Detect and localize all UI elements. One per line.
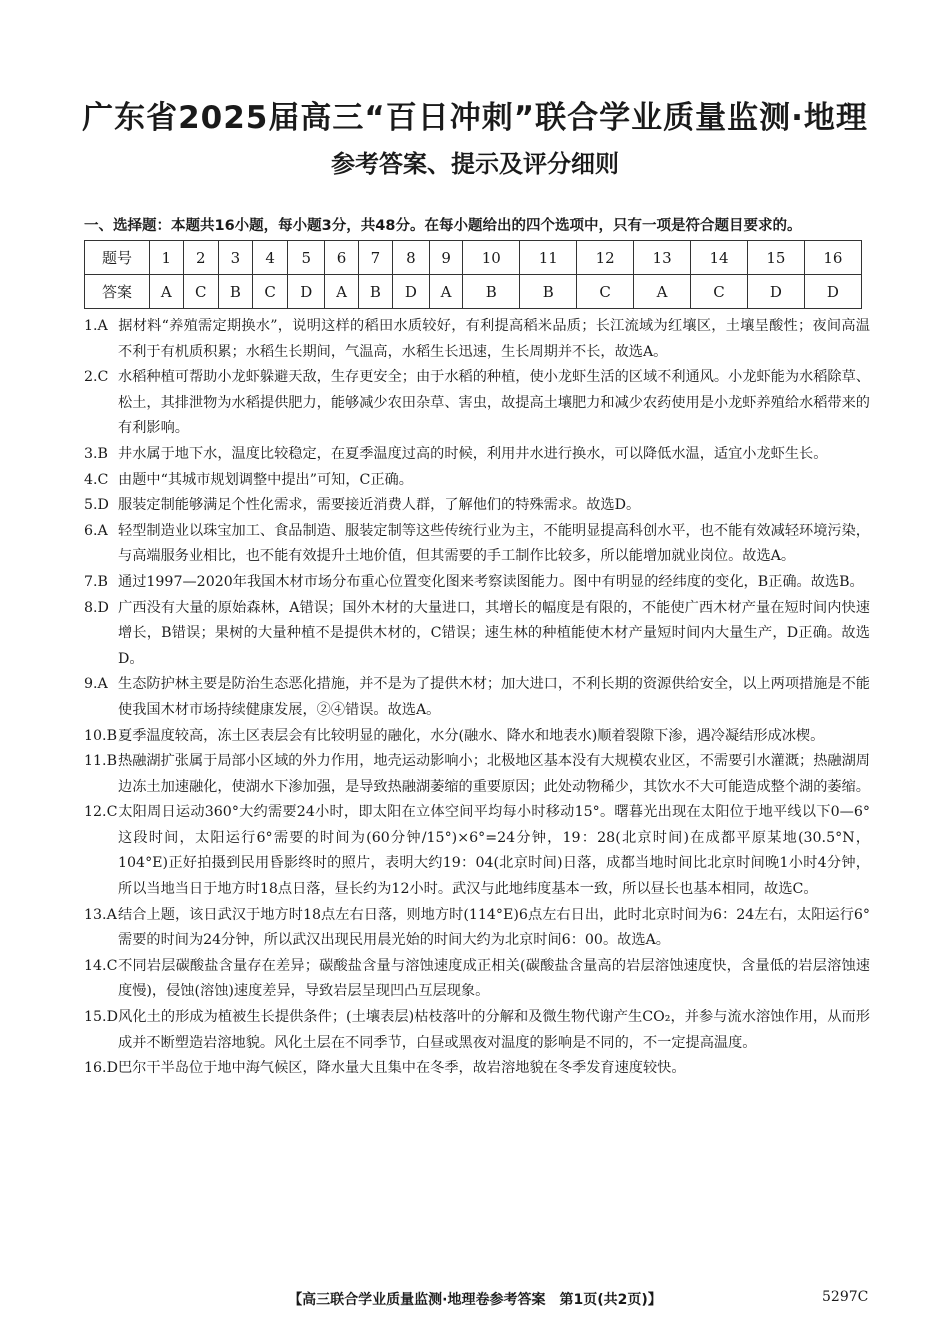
answer-cell: A xyxy=(150,275,184,309)
question-number-cell: 15 xyxy=(747,241,804,275)
answer-cell: A xyxy=(429,275,463,309)
question-number-cell: 6 xyxy=(325,241,359,275)
explanation-text: 太阳周日运动360°大约需要24小时，即太阳在立体空间平均每小时移动15°。曙暮光出现在太阳位于地平线以下0—6°这段时间，太阳运行6°需要的时间为(60分钟/15°)×6°=24分钟，19：28(北京时间)在成都平原某地(30.5°N，104°E)正好拍摄到民用昏影终时的照片，表明大约19：04(北京时间)日落，成都当地时间比北京时间晚1小时4分钟，所以当地当日于地方时18点日落，昼长约为12小时。武汉与此地纬度基本一致，所以昼长也基本相同，故选C。 xyxy=(118,804,870,898)
explanation-text: 风化土的形成为植被生长提供条件；(土壤表层)枯枝落叶的分解和及微生物代谢产生CO₂，并参与流水溶蚀作用，从而形成并不断塑造岩溶地貌。风化土层在不同季节，白昼或黑夜对温度的影响是不同的，不一定提高温度。 xyxy=(118,1009,870,1051)
explanation-number: 14.C xyxy=(84,957,118,974)
explanation-item xyxy=(84,442,870,468)
answer-cell: C xyxy=(252,275,287,309)
explanation-item xyxy=(84,314,870,365)
question-number-cell: 13 xyxy=(634,241,691,275)
explanation-text: 井水属于地下水，温度比较稳定，在夏季温度过高的时候，利用井水进行换水，可以降低水温，适宜小龙虾生长。 xyxy=(118,445,828,462)
explanation-text: 广西没有大量的原始森林，A错误；国外木材的大量进口，其增长的幅度是有限的，不能使广西木材产量在短时间内快速增长，B错误；果树的大量种植不是提供木材的，C错误；速生林的种植能使木材产量短时间内大量生产，D正确。故选D。 xyxy=(118,599,870,667)
explanation-number: 5.D xyxy=(84,497,109,514)
explanation-text: 服装定制能够满足个性化需求，需要接近消费人群，了解他们的特殊需求。故选D。 xyxy=(118,497,641,514)
explanation-item xyxy=(84,954,870,1005)
answer-cell: B xyxy=(218,275,252,309)
explanation-number: 15.D xyxy=(84,1009,118,1026)
explanation-text: 通过1997—2020年我国木材市场分布重心位置变化图来考察读图能力。图中有明显的经纬度的变化，B正确。故选B。 xyxy=(118,573,864,590)
answer-cell: A xyxy=(634,275,691,309)
explanation-text: 轻型制造业以珠宝加工、食品制造、服装定制等这些传统行业为主，不能明显提高科创水平，也不能有效减轻环境污染，与高端服务业相比，也不能有效提升土地价值，但其需要的手工制作比较多，所以能增加就业岗位。故选A。 xyxy=(118,522,870,565)
answer-cell: C xyxy=(183,275,218,309)
number-row-label: 题号 xyxy=(85,241,150,275)
explanation-number: 8.D xyxy=(84,599,109,616)
page-footer: 【高三联合学业质量监测·地理卷参考答案 第1页(共2页)】 xyxy=(288,1292,662,1308)
explanation-item xyxy=(84,1005,870,1056)
explanation-number: 4.C xyxy=(84,471,109,488)
answer-table xyxy=(84,240,862,309)
page-subtitle: 参考答案、提示及评分细则 xyxy=(331,150,619,178)
section-heading: 一、选择题：本题共16小题，每小题3分，共48分。在每小题给出的四个选项中，只有一项是符合题目要求的。 xyxy=(84,218,802,234)
explanation-text: 热融湖扩张属于局部小区域的外力作用，地壳运动影响小；北极地区基本没有大规模农业区，不需要引水灌溉；热融湖周边冻土加速融化，使湖水下渗加强，是导致热融湖萎缩的重要原因；此处动物稀少，其饮水不大可能造成整个湖的萎缩。 xyxy=(118,753,870,795)
question-number-cell: 10 xyxy=(463,241,520,275)
question-number-cell: 16 xyxy=(804,241,861,275)
question-number-cell: 3 xyxy=(218,241,252,275)
explanation-text: 据材料“养殖需定期换水”，说明这样的稻田水质较好，有利提高稻米品质；长江流域为红壤区，土壤呈酸性；夜间高温不利于有机质积累；水稻生长期间，气温高，水稻生长迅速，生长周期并不长，故选A。 xyxy=(118,318,870,360)
explanation-item xyxy=(84,672,870,723)
explanation-item xyxy=(84,903,870,954)
question-number-cell: 9 xyxy=(429,241,463,275)
explanation-number: 13.A xyxy=(84,906,117,923)
question-number-cell: 2 xyxy=(183,241,218,275)
answer-cell: C xyxy=(577,275,634,309)
paper-code: 5297C xyxy=(822,1289,869,1305)
explanation-item xyxy=(84,724,870,750)
explanation-text: 生态防护林主要是防治生态恶化措施，并不是为了提供木材；加大进口，不利长期的资源供给安全，以上两项措施是不能使我国木材市场持续健康发展，②④错误。故选A。 xyxy=(118,676,870,718)
number-row xyxy=(85,241,862,275)
explanation-item xyxy=(84,1056,870,1082)
answer-cell: D xyxy=(747,275,804,309)
explanation-number: 16.D xyxy=(84,1060,118,1077)
explanation-number: 1.A xyxy=(84,318,108,334)
answer-cell: C xyxy=(691,275,748,309)
explanation-number: 12.C xyxy=(84,804,118,821)
explanation-item xyxy=(84,468,870,494)
explanation-item xyxy=(84,596,870,673)
page-title: 广东省2025届高三“百日冲刺”联合学业质量监测·地理 xyxy=(82,100,868,136)
answer-cell: B xyxy=(463,275,520,309)
answer-cell: D xyxy=(804,275,861,309)
explanation-number: 7.B xyxy=(84,573,108,590)
answer-cell: A xyxy=(325,275,359,309)
answer-cell: B xyxy=(520,275,577,309)
question-number-cell: 8 xyxy=(392,241,429,275)
question-number-cell: 5 xyxy=(288,241,325,275)
explanation-number: 3.B xyxy=(84,445,108,462)
question-number-cell: 4 xyxy=(252,241,287,275)
explanation-number: 11.B xyxy=(84,753,117,770)
answer-cell: D xyxy=(288,275,325,309)
explanation-number: 6.A xyxy=(84,522,108,539)
explanation-item xyxy=(84,519,870,570)
question-number-cell: 12 xyxy=(577,241,634,275)
explanation-text: 由题中“其城市规划调整中提出”可知，C正确。 xyxy=(118,471,413,488)
answer-row xyxy=(85,275,862,309)
question-number-cell: 11 xyxy=(520,241,577,275)
answer-row-label: 答案 xyxy=(85,275,150,309)
explanation-item xyxy=(84,800,870,902)
answer-cell: D xyxy=(392,275,429,309)
explanation-list xyxy=(84,314,870,1082)
explanation-item xyxy=(84,493,870,519)
explanation-item xyxy=(84,749,870,800)
explanation-item xyxy=(84,365,870,442)
explanation-text: 结合上题，该日武汉于地方时18点左右日落，则地方时(114°E)6点左右日出，此时北京时间为6：24左右，太阳运行6°需要的时间为24分钟，所以武汉出现民用晨光始的时间大约为北京时间6：00。故选A。 xyxy=(118,906,870,949)
question-number-cell: 1 xyxy=(150,241,184,275)
explanation-text: 夏季温度较高，冻土区表层会有比较明显的融化，水分(融水、降水和地表水)顺着裂隙下渗，遇冷凝结形成冰楔。 xyxy=(118,727,825,744)
explanation-text: 不同岩层碳酸盐含量存在差异；碳酸盐含量与溶蚀速度成正相关(碳酸盐含量高的岩层溶蚀速度快，含量低的岩层溶蚀速度慢)，侵蚀(溶蚀)速度差异，导致岩层呈现凹凸互层现象。 xyxy=(118,957,870,1000)
answer-cell: B xyxy=(358,275,392,309)
explanation-text: 巴尔干半岛位于地中海气候区，降水量大且集中在冬季，故岩溶地貌在冬季发育速度较快。 xyxy=(118,1060,686,1077)
question-number-cell: 7 xyxy=(358,241,392,275)
explanation-number: 10.B xyxy=(84,727,117,744)
explanation-number: 2.C xyxy=(84,369,109,386)
explanation-item xyxy=(84,570,870,596)
explanation-number: 9.A xyxy=(84,676,108,693)
explanation-text: 水稻种植可帮助小龙虾躲避天敌，生存更安全；由于水稻的种植，使小龙虾生活的区域不利通风。小龙虾能为水稻除草、松土，其排泄物为水稻提供肥力，能够减少农田杂草、害虫，故提高土壤肥力和减少农药使用是小龙虾养殖给水稻带来的有利影响。 xyxy=(118,369,870,437)
question-number-cell: 14 xyxy=(691,241,748,275)
